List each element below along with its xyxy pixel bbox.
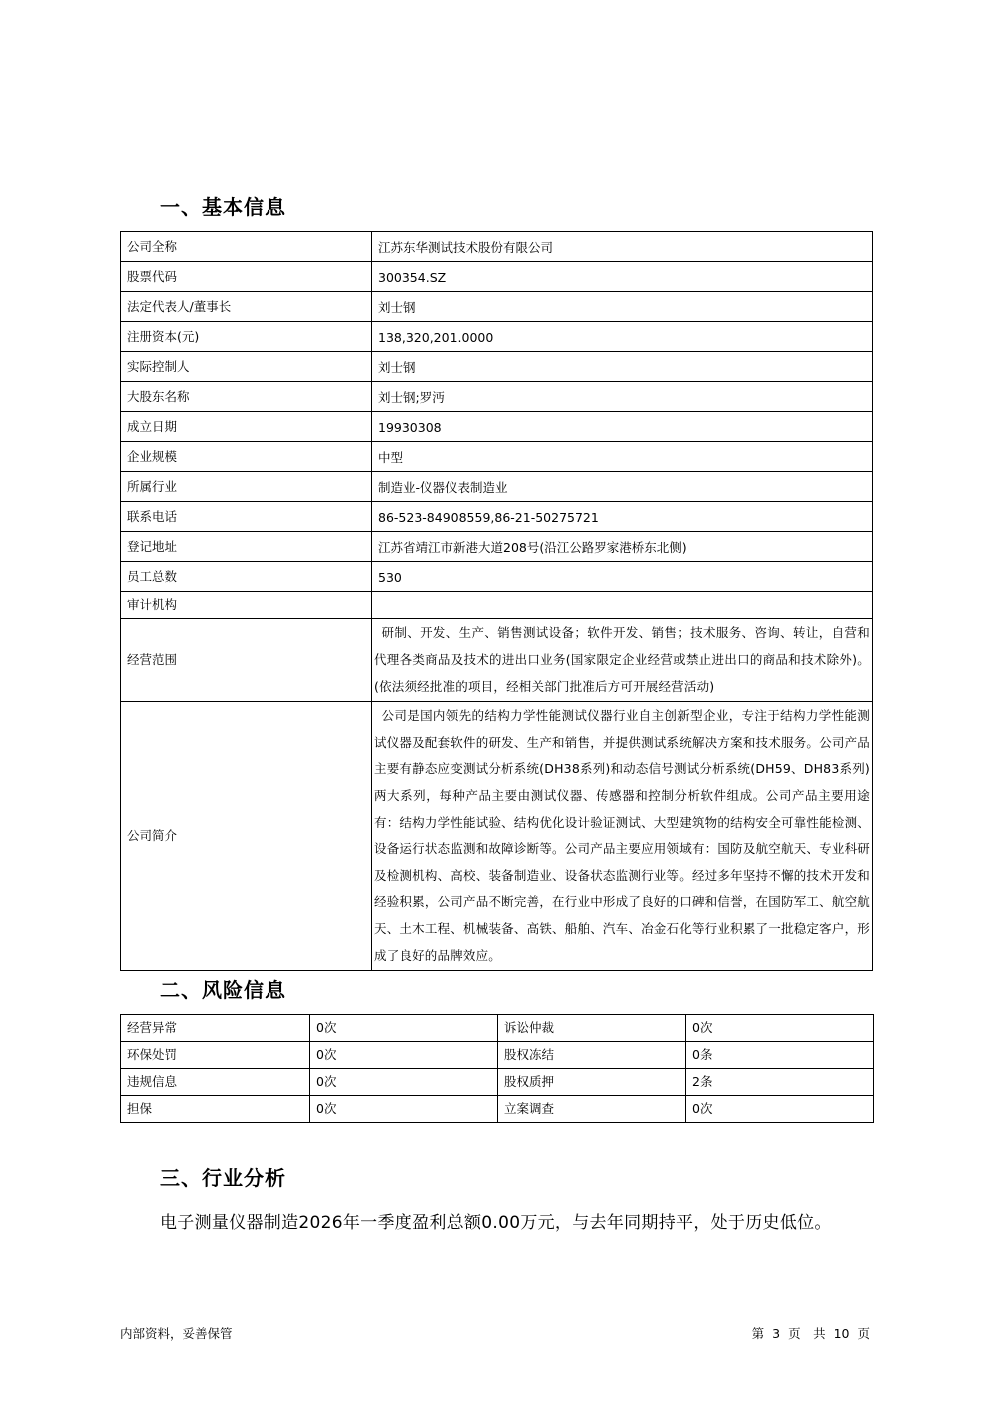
risk-value: 0次 [686,1015,874,1042]
risk-value: 0次 [310,1096,498,1123]
label-phone: 联系电话 [121,502,372,532]
risk-value: 0次 [310,1042,498,1069]
footer-page-indicator [750,1324,872,1342]
page-total: 10 [833,1326,850,1341]
label-actual-controller: 实际控制人 [121,352,372,382]
risk-value: 0次 [310,1015,498,1042]
page-mid: 页 共 [788,1326,826,1341]
label-company-scale: 企业规模 [121,442,372,472]
section-title-risk-info: 二、风险信息 [160,978,286,1002]
table-row [121,262,873,292]
risk-label: 环保处罚 [121,1042,310,1069]
value-major-shareholder: 刘士钢;罗沔 [372,382,873,412]
value-registered-capital: 138,320,201.0000 [372,322,873,352]
page-prefix: 第 [751,1326,765,1341]
value-employees: 530 [372,562,873,592]
value-actual-controller: 刘士钢 [372,352,873,382]
label-auditor: 审计机构 [121,592,372,619]
risk-label: 股权质押 [498,1069,686,1096]
section-title-basic-info: 一、基本信息 [160,195,286,219]
label-company-profile: 公司简介 [121,702,372,971]
value-business-scope: 研制、开发、生产、销售测试设备；软件开发、销售；技术服务、咨询、转让，自营和代理各类商品及技术的进出口业务(国家限定企业经营或禁止进出口的商品和技术除外)。(依法须经批准的项目，经相关部门批准后方可开展经营活动) [372,619,873,702]
label-stock-code: 股票代码 [121,262,372,292]
table-row [121,1096,874,1123]
risk-label: 担保 [121,1096,310,1123]
risk-value: 0次 [686,1096,874,1123]
value-auditor [372,592,873,619]
value-company-profile: 公司是国内领先的结构力学性能测试仪器行业自主创新型企业，专注于结构力学性能测试仪器及配套软件的研发、生产和销售，并提供测试系统解决方案和技术服务。公司产品主要有静态应变测试分析系统(DH38系列)和动态信号测试分析系统(DH59、DH83系列)两大系列，每种产品主要由测试仪器、传感器和控制分析软件组成。公司产品主要用途有：结构力学性能试验、结构优化设计验证测试、大型建筑物的结构安全可靠性能检测、设备运行状态监测和故障诊断等。公司产品主要应用领域有：国防及航空航天、专业科研及检测机构、高校、装备制造业、设备状态监测行业等。经过多年坚持不懈的技术开发和经验积累，公司产品不断完善，在行业中形成了良好的口碑和信誉，在国防军工、航空航天、土木工程、机械装备、高铁、船舶、汽车、冶金石化等行业积累了一批稳定客户，形成了良好的品牌效应。 [372,702,873,971]
section-title-industry-analysis: 三、行业分析 [160,1166,286,1190]
table-row [121,412,873,442]
table-row [121,292,873,322]
risk-label: 经营异常 [121,1015,310,1042]
risk-label: 违规信息 [121,1069,310,1096]
label-business-scope: 经营范围 [121,619,372,702]
risk-value: 0条 [686,1042,874,1069]
page-current: 3 [772,1326,781,1341]
label-company-name: 公司全称 [121,232,372,262]
table-row [121,232,873,262]
value-stock-code: 300354.SZ [372,262,873,292]
value-company-scale: 中型 [372,442,873,472]
label-founded-date: 成立日期 [121,412,372,442]
value-founded-date: 19930308 [372,412,873,442]
risk-label: 股权冻结 [498,1042,686,1069]
risk-value: 0次 [310,1069,498,1096]
table-row [121,619,873,702]
table-row [121,472,873,502]
page-suffix: 页 [857,1326,870,1341]
table-row [121,702,873,971]
label-major-shareholder: 大股东名称 [121,382,372,412]
value-legal-rep: 刘士钢 [372,292,873,322]
label-address: 登记地址 [121,532,372,562]
table-row [121,532,873,562]
risk-label: 立案调查 [498,1096,686,1123]
label-legal-rep: 法定代表人/董事长 [121,292,372,322]
footer-confidential-note: 内部资料，妥善保管 [120,1326,233,1341]
value-industry: 制造业-仪器仪表制造业 [372,472,873,502]
risk-value: 2条 [686,1069,874,1096]
label-registered-capital: 注册资本(元) [121,322,372,352]
value-address: 江苏省靖江市新港大道208号(沿江公路罗家港桥东北侧) [372,532,873,562]
table-row [121,1015,874,1042]
table-row [121,502,873,532]
label-employees: 员工总数 [121,562,372,592]
basic-info-rows [121,232,873,971]
value-company-name: 江苏东华测试技术股份有限公司 [372,232,873,262]
label-industry: 所属行业 [121,472,372,502]
table-row [121,1042,874,1069]
table-row [121,562,873,592]
table-row [121,592,873,619]
table-row [121,382,873,412]
table-row [121,442,873,472]
risk-info-table [120,1014,874,1123]
value-phone: 86-523-84908559,86-21-50275721 [372,502,873,532]
basic-info-table [120,231,873,971]
table-row [121,352,873,382]
table-row [121,1069,874,1096]
risk-info-rows [121,1015,874,1123]
risk-label: 诉讼仲裁 [498,1015,686,1042]
table-row [121,322,873,352]
industry-analysis-text: 电子测量仪器制造2026年一季度盈利总额0.00万元，与去年同期持平，处于历史低位。 [160,1213,832,1233]
